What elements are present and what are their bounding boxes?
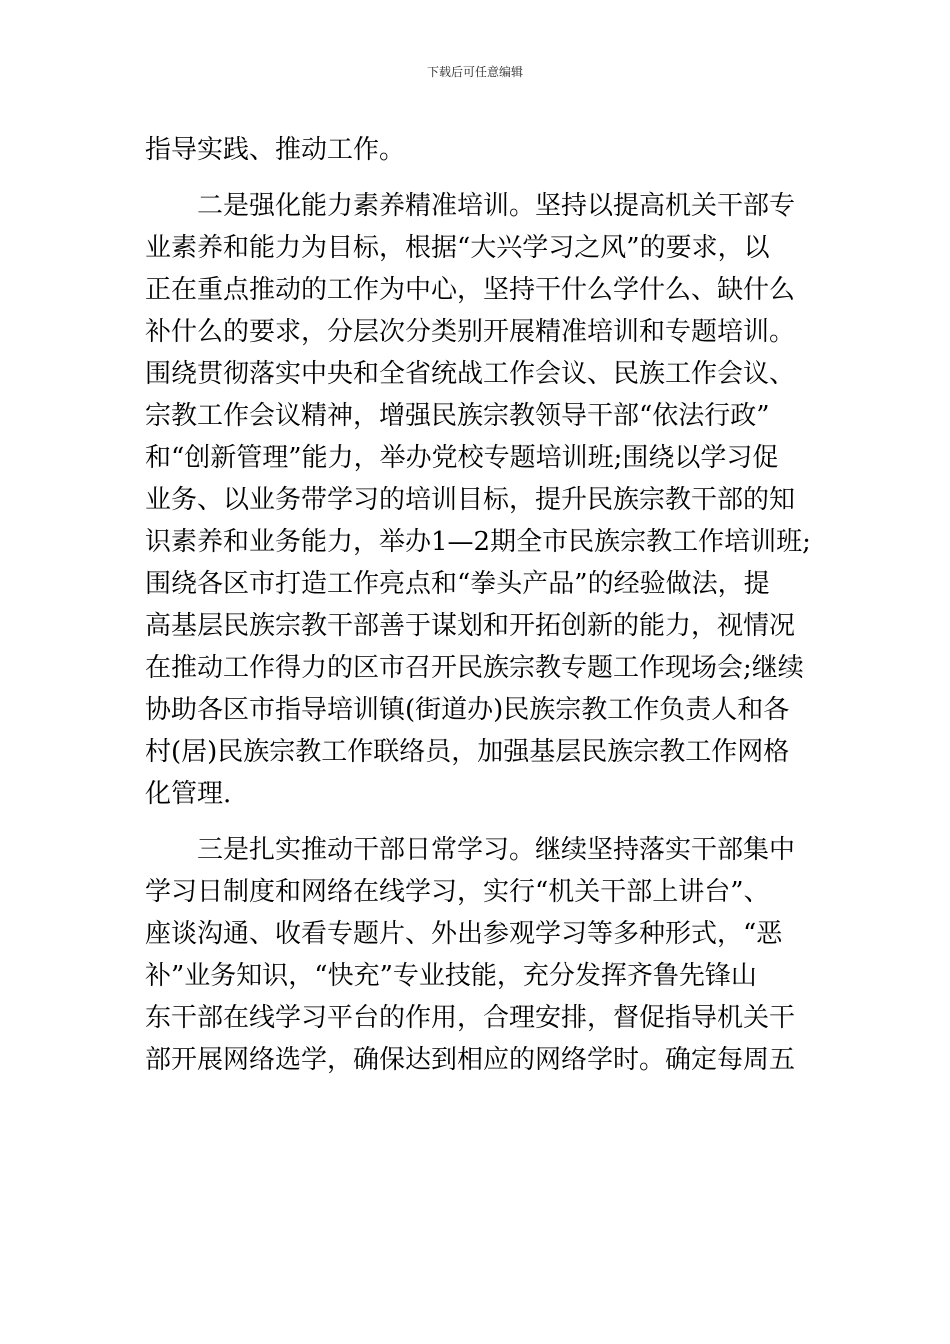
text-line: 部开展网络选学，确保达到相应的网络学时。确定每周五	[145, 1045, 796, 1075]
text-line: 二是强化能力素养精准培训。坚持以提高机关干部专	[197, 191, 796, 221]
text-line: 座谈沟通、收看专题片、外出参观学习等多种形式，“恶	[145, 919, 783, 949]
text-line: 指导实践、推动工作。	[145, 135, 406, 165]
text-line: 协助各区市指导培训镇(街道办)民族宗教工作负责人和各	[145, 695, 790, 725]
text-line: 宗教工作会议精神，增强民族宗教领导干部“依法行政”	[145, 401, 770, 431]
text-line: 围绕各区市打造工作亮点和“拳头产品”的经验做法，提	[145, 569, 770, 599]
page-header: 下载后可任意编辑	[426, 65, 523, 79]
text-line: 业素养和能力为目标，根据“大兴学习之风”的要求，以	[145, 233, 770, 263]
text-line: 化管理.	[145, 779, 232, 809]
text-line: 业务、以业务带学习的培训目标，提升民族宗教干部的知	[145, 485, 796, 515]
text-line: 补”业务知识，“快充”专业技能，充分发挥齐鲁先锋山	[145, 961, 757, 991]
paragraph-gap	[145, 815, 815, 829]
paragraph-gap	[145, 171, 815, 185]
text-line: 补什么的要求，分层次分类别开展精准培训和专题培训。	[145, 317, 796, 347]
text-line: 学习日制度和网络在线学习，实行“机关干部上讲台”、	[145, 877, 770, 907]
document-body	[145, 129, 815, 1081]
text-line: 村(居)民族宗教工作联络员，加强基层民族宗教工作网格	[145, 737, 790, 767]
paragraph	[145, 829, 815, 1081]
text-line: 和“创新管理”能力，举办党校专题培训班;围绕以学习促	[145, 443, 779, 473]
text-line: 识素养和业务能力，举办1—2期全市民族宗教工作培训班;	[145, 527, 811, 557]
text-line: 在推动工作得力的区市召开民族宗教专题工作现场会;继续	[145, 653, 804, 683]
paragraph	[145, 129, 815, 171]
text-line: 围绕贯彻落实中央和全省统战工作会议、民族工作会议、	[145, 359, 796, 389]
text-line: 三是扎实推动干部日常学习。继续坚持落实干部集中	[197, 835, 796, 865]
text-line: 高基层民族宗教干部善于谋划和开拓创新的能力，视情况	[145, 611, 796, 641]
text-line: 正在重点推动的工作为中心，坚持干什么学什么、缺什么	[145, 275, 796, 305]
paragraph	[145, 185, 815, 815]
text-line: 东干部在线学习平台的作用，合理安排，督促指导机关干	[145, 1003, 796, 1033]
